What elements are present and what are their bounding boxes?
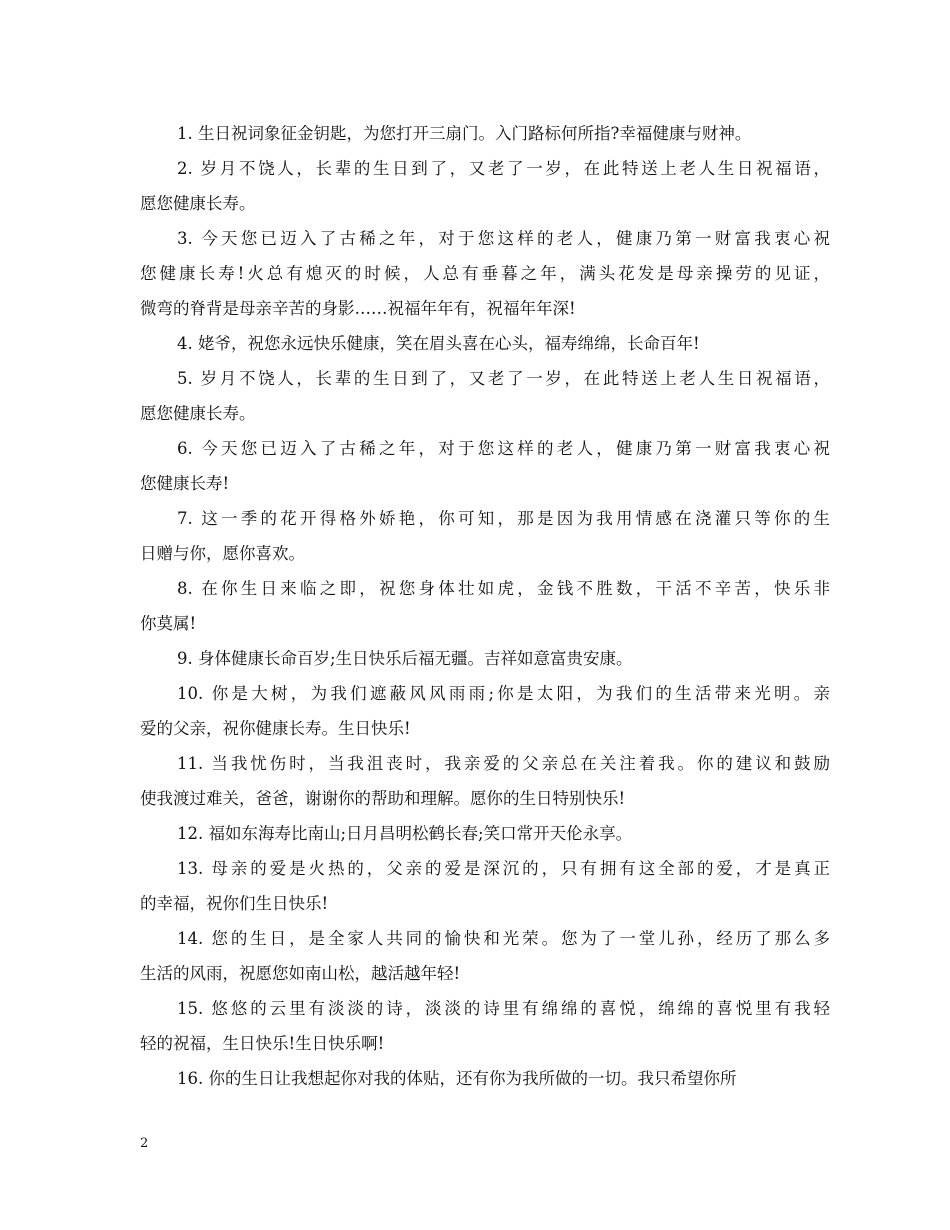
list-item: 2. 岁月不饶人，长辈的生日到了，又老了一岁，在此特送上老人生日祝福语，	[177, 159, 830, 178]
list-item-continuation: 愿您健康长寿。	[140, 404, 256, 423]
list-item: 13. 母亲的爱是火热的，父亲的爱是深沉的，只有拥有这全部的爱，才是真正	[177, 859, 830, 878]
list-item: 7. 这一季的花开得格外娇艳，你可知，那是因为我用情感在浇灌只等你的生	[177, 509, 830, 528]
list-item: 11. 当我忧伤时，当我沮丧时，我亲爱的父亲总在关注着我。你的建议和鼓励	[177, 754, 830, 773]
list-item: 10. 你是大树，为我们遮蔽风风雨雨;你是太阳，为我们的生活带来光明。亲	[177, 684, 830, 703]
list-item: 9. 身体健康长命百岁;生日快乐后福无疆。吉祥如意富贵安康。	[177, 649, 633, 668]
list-item-continuation: 微弯的脊背是母亲辛苦的身影……祝福年年有，祝福年年深!	[140, 299, 576, 318]
list-item-continuation: 使我渡过难关，爸爸，谢谢你的帮助和理解。愿你的生日特别快乐!	[140, 789, 626, 808]
list-item: 6. 今天您已迈入了古稀之年，对于您这样的老人，健康乃第一财富我衷心祝	[177, 439, 830, 458]
list-item: 16. 你的生日让我想起你对我的体贴，还有你为我所做的一切。我只希望你所	[177, 1069, 737, 1088]
list-item: 14. 您的生日，是全家人共同的愉快和光荣。您为了一堂儿孙，经历了那么多	[177, 929, 830, 948]
list-item: 4. 姥爷，祝您永远快乐健康，笑在眉头喜在心头，福寿绵绵，长命百年!	[177, 334, 700, 353]
list-item: 1. 生日祝词象征金钥匙，为您打开三扇门。入门路标何所指?幸福健康与财神。	[177, 124, 752, 143]
body-text	[140, 116, 830, 1096]
list-item-continuation: 您健康长寿!	[140, 474, 230, 493]
list-item-continuation: 轻的祝福，生日快乐!生日快乐啊!	[140, 1034, 385, 1053]
list-item-continuation: 您健康长寿!火总有熄灭的时候，人总有垂暮之年，满头花发是母亲操劳的见证，	[140, 264, 830, 283]
list-item-continuation: 生活的风雨，祝愿您如南山松，越活越年轻!	[140, 964, 461, 983]
list-item: 8. 在你生日来临之即，祝您身体壮如虎，金钱不胜数，干活不辛苦，快乐非	[177, 579, 830, 598]
list-item-continuation: 日赠与你，愿你喜欢。	[140, 544, 305, 563]
list-item-continuation: 愿您健康长寿。	[140, 194, 256, 213]
list-item-continuation: 爱的父亲，祝你健康长寿。生日快乐!	[140, 719, 411, 738]
list-item: 3. 今天您已迈入了古稀之年，对于您这样的老人，健康乃第一财富我衷心祝	[177, 229, 830, 248]
list-item-continuation: 你莫属!	[140, 614, 197, 633]
list-item: 5. 岁月不饶人，长辈的生日到了，又老了一岁，在此特送上老人生日祝福语，	[177, 369, 830, 388]
list-item-continuation: 的幸福，祝你们生日快乐!	[140, 894, 329, 913]
list-item: 12. 福如东海寿比南山;日月昌明松鹤长春;笑口常开天伦永享。	[177, 824, 633, 843]
list-item: 15. 悠悠的云里有淡淡的诗，淡淡的诗里有绵绵的喜悦，绵绵的喜悦里有我轻	[177, 999, 830, 1018]
page-number: 2	[140, 1136, 149, 1151]
